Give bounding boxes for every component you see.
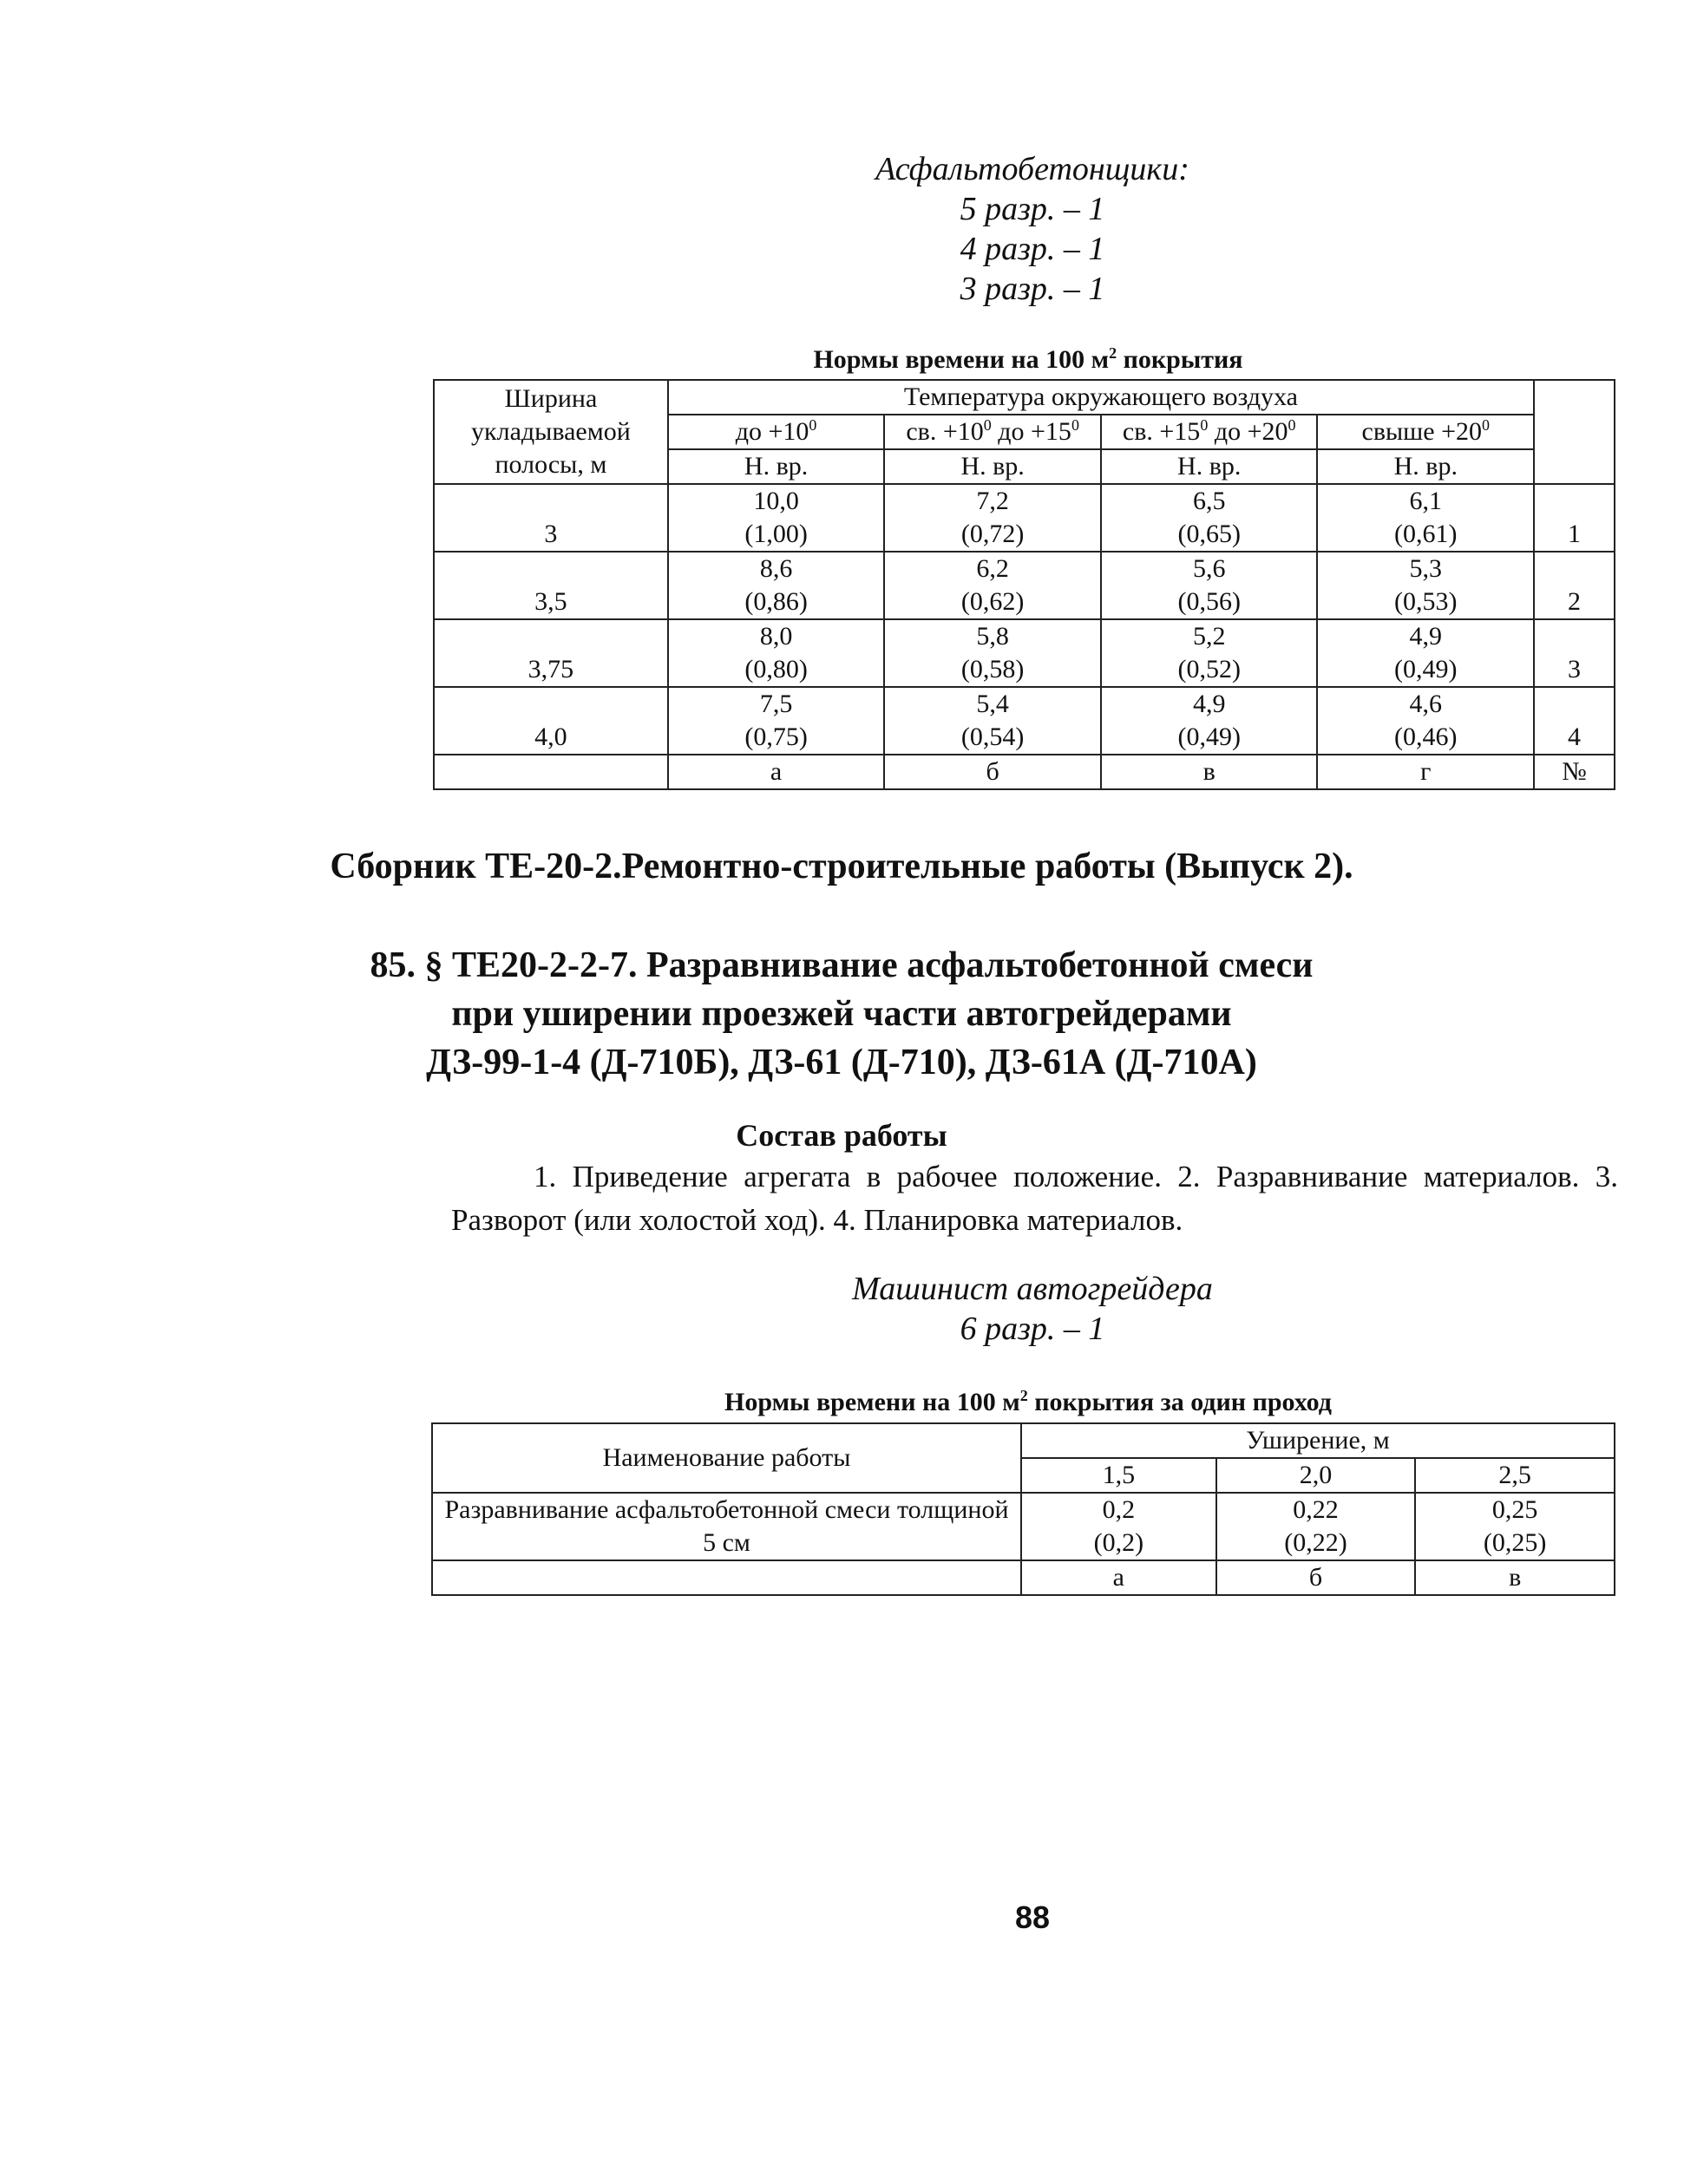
temp-sup: 0	[1071, 416, 1079, 434]
value-cell	[884, 484, 1101, 552]
row-number: 4	[1534, 687, 1615, 755]
unit-cell: Н. вр.	[668, 449, 885, 484]
page-number: 88	[1015, 1900, 1051, 1935]
crew-block-grader-operator	[816, 1269, 1249, 1349]
value-main: 4,6	[1409, 690, 1443, 718]
crew-line: 3 разр. – 1	[960, 271, 1105, 307]
value-main: 0,25	[1491, 1495, 1538, 1524]
value-cell	[1415, 1493, 1615, 1560]
caption-sup: 2	[1109, 344, 1117, 362]
section-title-line: ДЗ-99-1-4 (Д-710Б), ДЗ-61 (Д-710), ДЗ-61А (Д-710А)	[426, 1043, 1257, 1082]
temp-sup: 0	[983, 416, 992, 434]
temp-sup: 0	[1200, 416, 1209, 434]
value-sub: (0,49)	[1177, 723, 1241, 751]
value-cell	[1021, 1493, 1216, 1560]
value-main: 4,9	[1409, 622, 1443, 651]
value-sub: (0,2)	[1093, 1528, 1144, 1557]
temp-text: до +10	[735, 417, 809, 446]
footer-label: в	[1101, 755, 1318, 789]
width-cell: 3	[434, 484, 668, 552]
value-main: 6,2	[976, 554, 1009, 583]
temp-col-2	[884, 415, 1101, 449]
value-sub: (0,49)	[1394, 655, 1458, 683]
value-cell	[668, 619, 885, 687]
footer-label: б	[1216, 1560, 1416, 1595]
row-number: 3	[1534, 619, 1615, 687]
crew-line: 5 разр. – 1	[960, 191, 1105, 227]
temp-text: св. +15	[1122, 417, 1201, 446]
unit-cell: Н. вр.	[884, 449, 1101, 484]
header-widening: Уширение, м	[1021, 1423, 1615, 1458]
value-sub: (0,72)	[960, 520, 1025, 548]
table-row	[434, 552, 1615, 619]
value-sub: (0,46)	[1394, 723, 1458, 751]
crew-title: Асфальтобетонщики:	[875, 151, 1189, 187]
value-main: 7,5	[759, 690, 793, 718]
widening-col: 2,5	[1415, 1458, 1615, 1493]
widening-col: 2,0	[1216, 1458, 1416, 1493]
temp-text: до +20	[1208, 417, 1288, 446]
crew-block-asphalt-workers	[859, 149, 1206, 309]
work-description	[451, 1155, 1618, 1242]
value-main: 10,0	[753, 487, 799, 515]
value-cell	[884, 687, 1101, 755]
temp-sup: 0	[1482, 416, 1491, 434]
time-norms-table	[433, 379, 1615, 790]
footer-label: а	[668, 755, 885, 789]
width-cell: 4,0	[434, 687, 668, 755]
table-footer-row	[432, 1560, 1615, 1595]
caption-tail: покрытия	[1117, 345, 1243, 374]
header-work-name	[432, 1423, 1021, 1493]
widening-norms-table	[431, 1422, 1615, 1596]
row-number: 1	[1534, 484, 1615, 552]
value-cell	[1317, 552, 1534, 619]
widening-col: 1,5	[1021, 1458, 1216, 1493]
value-cell	[1101, 687, 1318, 755]
value-sub: (0,62)	[960, 587, 1025, 616]
value-cell	[668, 484, 885, 552]
value-sub: (0,54)	[960, 723, 1025, 751]
value-main: 5,2	[1192, 622, 1226, 651]
unit-cell: Н. вр.	[1317, 449, 1534, 484]
value-sub: (0,86)	[744, 587, 808, 616]
value-sub: (0,25)	[1483, 1528, 1547, 1557]
caption-text: Нормы времени на 100 м	[813, 345, 1110, 374]
value-cell	[1317, 687, 1534, 755]
footer-label: а	[1021, 1560, 1216, 1595]
section-title	[260, 941, 1423, 1087]
value-cell	[1317, 484, 1534, 552]
footer-label: в	[1415, 1560, 1615, 1595]
value-sub: (1,00)	[744, 520, 808, 548]
value-sub: (0,53)	[1394, 587, 1458, 616]
value-sub: (0,65)	[1177, 520, 1241, 548]
table2-caption	[434, 1388, 1622, 1417]
value-main: 8,0	[759, 622, 793, 651]
footer-label: г	[1317, 755, 1534, 789]
header-temperature: Температура окружающего воздуха	[668, 380, 1534, 415]
temp-col-3	[1101, 415, 1318, 449]
value-cell	[1101, 619, 1318, 687]
caption-text: Нормы времени на 100 м	[724, 1388, 1020, 1416]
value-cell	[884, 619, 1101, 687]
work-name-cell: Разравнивание асфальтобетонной смеси толщиной 5 см	[432, 1493, 1021, 1560]
row-number: 2	[1534, 552, 1615, 619]
value-cell	[1101, 484, 1318, 552]
value-main: 0,2	[1102, 1495, 1136, 1524]
work-text: 1. Приведение агрегата в рабочее положение. 2. Разравнивание материалов. 3. Разворот (или холостой ход). 4. Планировка материалов.	[451, 1160, 1618, 1237]
value-main: 5,8	[976, 622, 1009, 651]
value-main: 5,4	[976, 690, 1009, 718]
value-main: 6,5	[1192, 487, 1226, 515]
table-footer-row	[434, 755, 1615, 789]
value-sub: (0,22)	[1284, 1528, 1347, 1557]
footer-label: б	[884, 755, 1101, 789]
width-cell: 3,75	[434, 619, 668, 687]
crew-title: Машинист автогрейдера	[852, 1271, 1213, 1307]
value-main: 6,1	[1409, 487, 1443, 515]
temp-col-4	[1317, 415, 1534, 449]
table-row	[434, 619, 1615, 687]
unit-cell: Н. вр.	[1101, 449, 1318, 484]
temp-text: св. +10	[906, 417, 984, 446]
value-main: 5,6	[1192, 554, 1226, 583]
value-cell	[668, 552, 885, 619]
value-cell	[1216, 1493, 1416, 1560]
caption-tail: покрытия за один проход	[1027, 1388, 1332, 1416]
value-main: 0,22	[1293, 1495, 1339, 1524]
header-number-empty	[1534, 380, 1615, 484]
table-row	[432, 1493, 1615, 1560]
value-cell	[1101, 552, 1318, 619]
value-sub: (0,75)	[744, 723, 808, 751]
caption-sup: 2	[1019, 1387, 1028, 1404]
value-main: 7,2	[976, 487, 1009, 515]
temp-text: до +15	[991, 417, 1071, 446]
value-sub: (0,58)	[960, 655, 1025, 683]
work-heading: Состав работы	[736, 1118, 947, 1153]
value-main: 5,3	[1409, 554, 1443, 583]
header-width	[434, 380, 668, 484]
width-cell: 3,5	[434, 552, 668, 619]
table-row	[434, 484, 1615, 552]
temp-col-1	[668, 415, 885, 449]
header-width-text: Ширина укладываемой полосы, м	[471, 384, 631, 479]
value-cell	[884, 552, 1101, 619]
temp-sup: 0	[1288, 416, 1296, 434]
footer-label: №	[1534, 755, 1615, 789]
value-main: 8,6	[759, 554, 793, 583]
temp-sup: 0	[809, 416, 817, 434]
value-sub: (0,80)	[744, 655, 808, 683]
crew-line: 4 разр. – 1	[960, 231, 1105, 267]
value-cell	[1317, 619, 1534, 687]
collection-title: Сборник ТЕ-20-2.Ремонтно-строительные работы (Выпуск 2).	[330, 847, 1353, 886]
value-main: 4,9	[1192, 690, 1226, 718]
value-sub: (0,61)	[1394, 520, 1458, 548]
value-cell	[668, 687, 885, 755]
header-work-name-text: Наименование работы	[602, 1443, 851, 1472]
section-title-line: 85. § ТЕ20-2-2-7. Разравнивание асфальтобетонной смеси	[370, 945, 1314, 985]
section-title-line: при уширении проезжей части автогрейдерами	[451, 994, 1232, 1034]
footer-empty	[434, 755, 668, 789]
value-sub: (0,56)	[1177, 587, 1241, 616]
crew-line: 6 разр. – 1	[960, 1311, 1105, 1347]
table1-caption	[434, 345, 1622, 375]
temp-text: свыше +20	[1361, 417, 1483, 446]
footer-empty	[432, 1560, 1021, 1595]
value-sub: (0,52)	[1177, 655, 1241, 683]
table-row	[434, 687, 1615, 755]
